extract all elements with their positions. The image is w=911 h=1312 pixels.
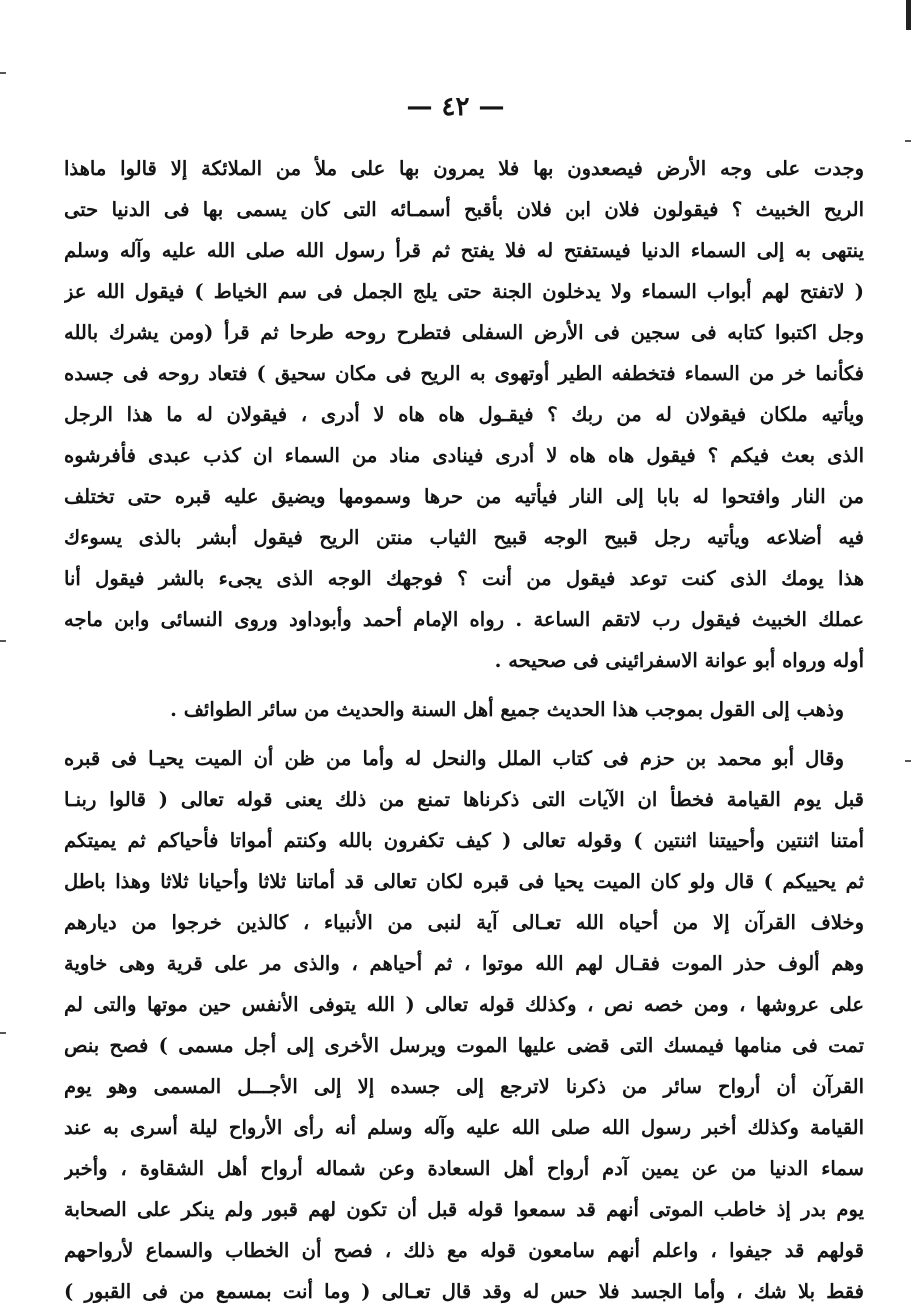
text-line: قبل يوم القيامة فخطأ ان الآيات التى ذكرناها تمنع من ذلك يعنى قوله تعالى ( قالوا ربنـا <box>64 788 864 811</box>
text-line: وذهب إلى القول بموجب هذا الحديث جميع أهل السنة والحديث من سائر الطوائف . <box>170 698 844 721</box>
text-line: القيامة وكذلك أخبر رسول الله صلى الله عليه وآله وسلم أنه رأى الأرواح ليلة أسرى به عند <box>64 1116 864 1139</box>
text-line: وقال أبو محمد بن حزم فى كتاب الملل والنحل له وأما من ظن أن الميت يحيـا فى قبره <box>64 747 844 770</box>
margin-mark <box>0 640 6 642</box>
text-line: وجدت على وجه الأرض فيصعدون بها فلا يمرون بها على ملأ من الملائكة إلا قالوا ماهذا <box>64 157 864 180</box>
text-line: عملك الخبيث فيقول رب لاتقم الساعة . رواه الإمام أحمد وأبوداود وروى النسائى وابن ماجه <box>64 608 864 631</box>
text-line: قولهم قد جيفوا ، واعلم أنهم سامعون قوله مع ذلك ، فصح أن الخطاب والسماع لأرواحهم <box>64 1239 864 1262</box>
text-line: فكأنما خر من السماء فتخطفه الطير أوتهوى به الريح فى مكان سحيق ) فتعاد روحه فى جسده <box>64 362 864 385</box>
text-line: ويأتيه ملكان فيقولان له من ربك ؟ فيقـول هاه هاه لا أدرى ، فيقولان له ما هذا الرجل <box>64 403 864 426</box>
text-line: وجل اكتبوا كتابه فى سجين فى الأرض السفلى فتطرح روحه طرحا ثم قرأ (ومن يشرك بالله <box>64 321 864 344</box>
text-line: أوله ورواه أبو عوانة الاسفرائينى فى صحيحه . <box>494 649 864 672</box>
text-line: الريح الخبيث ؟ فيقولون فلان ابن فلان بأقبح أسمـائه التى كان يسمى بها فى الدنيا حتى <box>64 198 864 221</box>
margin-mark <box>0 1032 6 1034</box>
text-line: يوم بدر إذ خاطب الموتى أنهم قد سمعوا قوله قبل أن تكون لهم قبور ولم ينكر على الصحابة <box>64 1198 864 1221</box>
text-line: أمتنا اثنتين وأحييتنا اثنتين ) وقوله تعالى ( كيف تكفرون بالله وكنتم أمواتا فأحياكم ثم يميتكم <box>64 829 864 852</box>
text-line: على عروشها ، ومن خصه نص ، وكذلك قوله تعالى ( الله يتوفى الأنفس حين موتها والتى لم <box>64 993 864 1016</box>
margin-mark <box>905 760 911 762</box>
text-line: سماء الدنيا من عن يمين آدم أرواح أهل السعادة وعن شماله أرواح أهل الشقاوة ، وأخبر <box>64 1157 864 1180</box>
page-edge-shadow <box>906 0 911 30</box>
paragraph-hadith <box>64 148 864 681</box>
text-body <box>64 148 864 1312</box>
text-line: وهم ألوف حذر الموت فقـال لهم الله موتوا ، ثم أحياهم ، والذى مر على قرية وهى خاوية <box>64 952 864 975</box>
text-line: ثم يحييكم ) قال ولو كان الميت يحيا فى قبره لكان تعالى قد أماتنا ثلاثا وأحيانا ثلاثا وهذا باطل <box>64 870 864 893</box>
text-line: وخلاف القرآن إلا من أحياه الله تعـالى آية لنبى من الأنبياء ، كالذين خرجوا من ديارهم <box>64 911 864 934</box>
text-line: تمت فى منامها فيمسك التى قضى عليها الموت ويرسل الأخرى إلى أجل مسمى ) فصح بنص <box>64 1034 864 1057</box>
text-line: هذا يومك الذى كنت توعد فيقول من أنت ؟ فوجهك الوجه الذى يجىء بالشر فيقول أنا <box>64 567 864 590</box>
text-line: الذى بعث فيكم ؟ فيقول هاه هاه لا أدرى فينادى مناد من السماء ان كذب عبدى فأفرشوه <box>64 444 864 467</box>
paragraph-ibn-hazm <box>64 738 864 1312</box>
text-line: فقط بلا شك ، وأما الجسد فلا حس له وقد قال تعـالى ( وما أنت بمسمع من فى القبور ) <box>64 1280 864 1303</box>
paragraph-consensus <box>64 689 864 730</box>
text-line: ( لاتفتح لهم أبواب السماء ولا يدخلون الجنة حتى يلج الجمل فى سم الخياط ) فيقول الله عز <box>64 280 864 303</box>
text-line: من النار وافتحوا له بابا إلى النار فيأتيه من حرها وسمومها ويضيق عليه قبره حتى تختلف <box>64 485 864 508</box>
text-line: ينتهى به إلى السماء الدنيا فيستفتح له فلا يفتح ثم قرأ رسول الله صلى الله عليه وآله وسلم <box>64 239 864 262</box>
text-line: فيه أضلاعه ويأتيه رجل قبيح الوجه قبيح الثياب منتن الريح فيقول أبشر بالذى يسوءك <box>64 526 864 549</box>
page-number: — ٤٢ — <box>406 92 505 122</box>
margin-mark <box>0 72 6 74</box>
margin-mark <box>905 140 911 142</box>
text-line: القرآن أن أرواح سائر من ذكرنا لاترجع إلى جسده إلا إلى الأجـــل المسمى وهو يوم <box>64 1075 864 1098</box>
